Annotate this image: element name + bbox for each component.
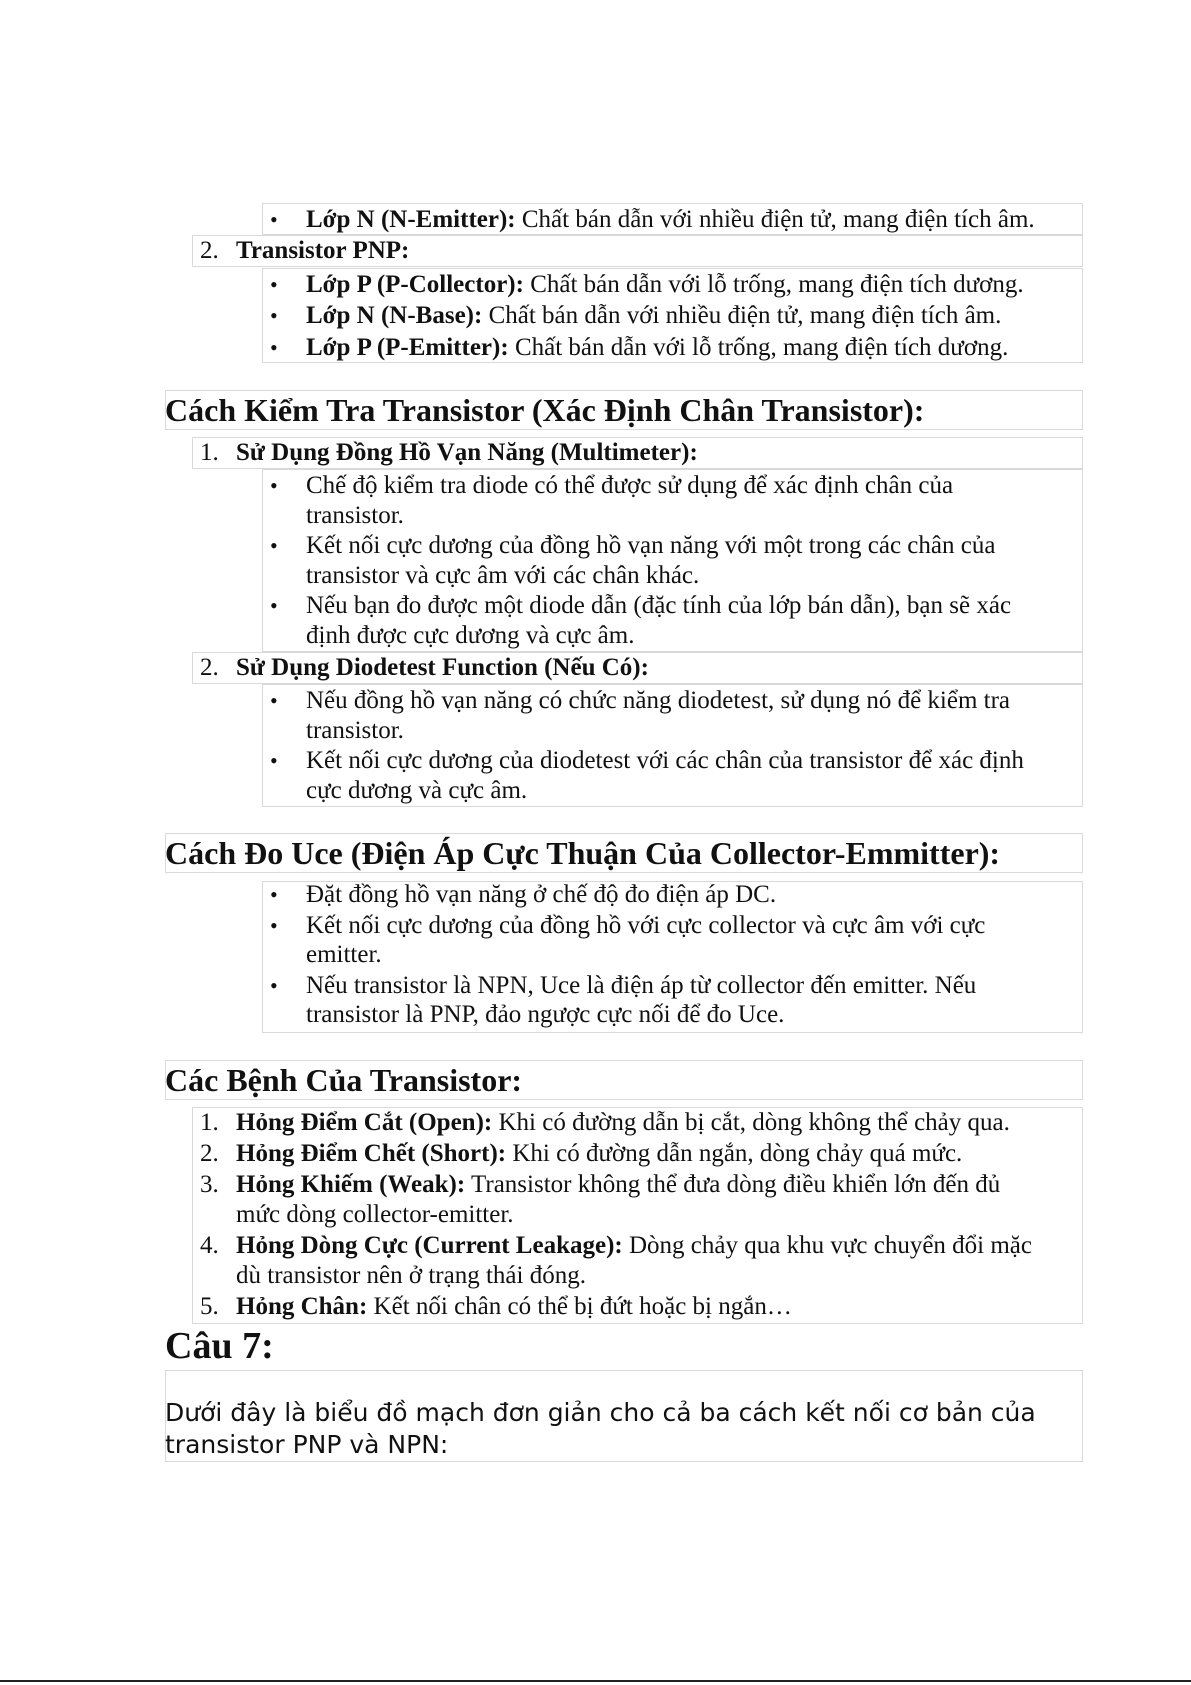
bullet-dot: • [270,473,278,498]
bullet-line: Kết nối cực dương của đồng hồ với cực collector và cực âm với cực [306,912,986,939]
list-number: 5. [200,1293,219,1320]
bullet-line: Kết nối cực dương của diodetest với các chân của transistor để xác định [306,747,1024,774]
list-number: 1. [200,439,219,466]
bullet-line: Nếu bạn đo được một diode dẫn (đặc tính của lớp bán dẫn), bạn sẽ xác [306,592,1012,619]
bullet-dot: • [270,748,278,773]
method-title: Sử Dụng Đồng Hồ Vạn Năng (Multimeter): [236,439,698,466]
bullet-dot: • [270,303,278,328]
page-bottom-rule [0,1680,1191,1682]
item-label: Lớp N (N-Emitter): [306,206,516,233]
list-item: Lớp N (N-Base): Chất bán dẫn với nhiều điện tử, mang điện tích âm. [306,302,1002,329]
bullet-line: transistor là PNP, đảo ngược cực nối để đo Uce. [306,1001,785,1028]
fault-item-continuation: mức dòng collector-emitter. [236,1201,514,1228]
fault-item-continuation: dù transistor nên ở trạng thái đóng. [236,1262,586,1289]
bullet-line: định được cực dương và cực âm. [306,622,635,649]
list-item: Lớp P (P-Collector): Chất bán dẫn với lỗ trống, mang điện tích dương. [306,271,1024,298]
bullet-line: Nếu đồng hồ vạn năng có chức năng diodetest, sử dụng nó để kiểm tra [306,687,1011,714]
bullet-dot: • [270,593,278,618]
fault-item: Hỏng Chân: Kết nối chân có thể bị đứt hoặc bị ngắn… [236,1293,792,1320]
list-number: 2. [200,1140,219,1167]
bullet-dot: • [270,533,278,558]
bullet-line: Kết nối cực dương của đồng hồ vạn năng với một trong các chân của [306,532,996,559]
question-intro-line: Dưới đây là biểu đồ mạch đơn giản cho cả ba cách kết nối cơ bản của [165,1398,1036,1427]
bullet-dot: • [270,688,278,713]
list-item: Lớp P (P-Emitter): Chất bán dẫn với lỗ trống, mang điện tích dương. [306,334,1009,361]
list-number: 3. [200,1171,219,1198]
question-intro-line: transistor PNP và NPN: [165,1430,449,1459]
section-heading: Cách Kiểm Tra Transistor (Xác Định Chân Transistor): [165,392,925,428]
bullet-line: Đặt đồng hồ vạn năng ở chế độ đo điện áp DC. [306,881,777,908]
list-number: 4. [200,1232,219,1259]
bullet-dot: • [270,882,278,907]
fault-item: Hỏng Điểm Chết (Short): Khi có đường dẫn ngắn, dòng chảy quá mức. [236,1140,963,1167]
bullet-line: emitter. [306,941,382,968]
bullet-dot: • [270,335,278,360]
bullet-line: Nếu transistor là NPN, Uce là điện áp từ collector đến emitter. Nếu [306,972,977,999]
bullet-dot: • [270,913,278,938]
fault-item: Hỏng Dòng Cực (Current Leakage): Dòng chảy qua khu vực chuyển đổi mặc [236,1232,1032,1259]
fault-item: Hỏng Khiếm (Weak): Transistor không thể đưa dòng điều khiển lớn đến đủ [236,1171,1001,1198]
list-number: 2. [200,237,219,264]
bullet-line: Chế độ kiểm tra diode có thể được sử dụng để xác định chân của [306,472,954,499]
bullet-line: cực dương và cực âm. [306,777,528,804]
bullet-dot: • [270,973,278,998]
bullet-line: transistor và cực âm với các chân khác. [306,562,700,589]
method-title: Sử Dụng Diodetest Function (Nếu Có): [236,654,649,681]
section-heading: Cách Đo Uce (Điện Áp Cực Thuận Của Collector-Emmitter): [165,835,1001,871]
item-text: Chất bán dẫn với nhiều điện tử, mang điện tích âm. [515,206,1035,233]
fault-item: Hỏng Điểm Cắt (Open): Khi có đường dẫn bị cắt, dòng không thể chảy qua. [236,1109,1010,1136]
list-number: 2. [200,654,219,681]
bullet-dot: • [270,272,278,297]
npn-emitter-item [306,205,1035,235]
bullet-dot: • [270,207,278,232]
bullet-line: transistor. [306,717,404,744]
bullet-line: transistor. [306,502,404,529]
list-number: 1. [200,1109,219,1136]
pnp-title: Transistor PNP: [236,237,410,264]
section-heading: Các Bệnh Của Transistor: [165,1062,523,1098]
question-heading: Câu 7: [165,1325,274,1367]
